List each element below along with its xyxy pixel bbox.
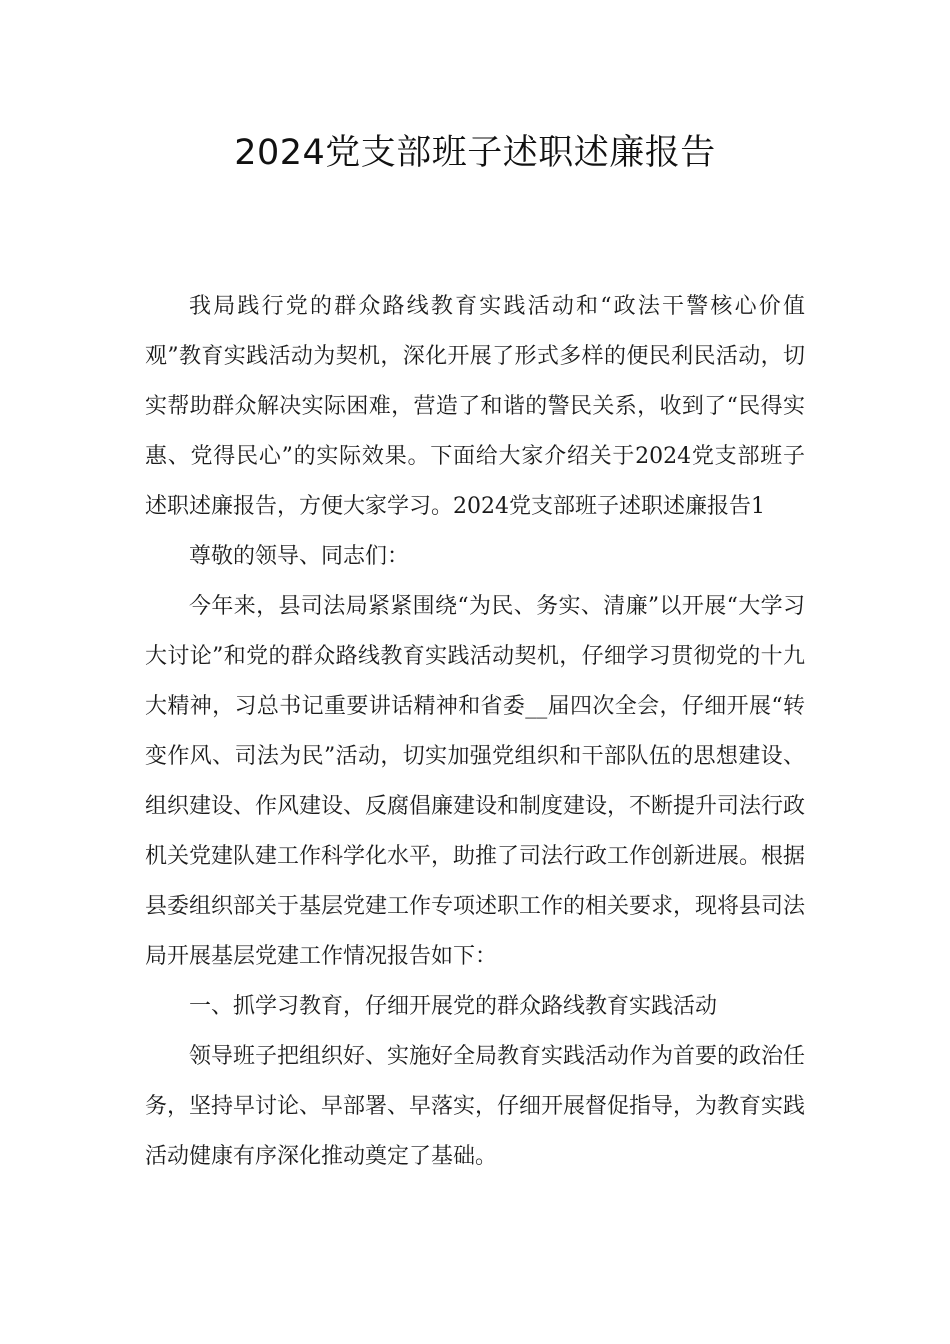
document-body xyxy=(145,282,805,1182)
document-title: 2024党支部班子述职述廉报告 xyxy=(234,133,716,173)
body-paragraph: 领导班子把组织好、实施好全局教育实践活动作为首要的政治任务，坚持早讨论、早部署、早落实，仔细开展督促指导，为教育实践活动健康有序深化推动奠定了基础。 xyxy=(145,1044,806,1169)
salutation: 尊敬的领导、同志们： xyxy=(189,544,410,569)
intro-paragraph: 我局践行党的群众路线教育实践活动和“政法干警核心价值观”教育实践活动为契机，深化开展了形式多样的便民利民活动，切实帮助群众解决实际困难，营造了和谐的警民关系，收到了“民得实惠、党得民心”的实际效果。下面给大家介绍关于2024党支部班子述职述廉报告，方便大家学习。2024党支部班子述职述廉报告1 xyxy=(145,294,805,519)
section-heading: 一、抓学习教育，仔细开展党的群众路线教育实践活动 xyxy=(189,994,718,1019)
body-paragraph: 今年来，县司法局紧紧围绕“为民、务实、清廉”以开展“大学习大讨论”和党的群众路线教育实践活动契机，仔细学习贯彻党的十九大精神，习总书记重要讲话精神和省委__届四次全会，仔细开展“转变作风、司法为民”活动，切实加强党组织和干部队伍的思想建设、组织建设、作风建设、反腐倡廉建设和制度建设，不断提升司法行政机关党建队建工作科学化水平，助推了司法行政工作创新进展。根据县委组织部关于基层党建工作专项述职工作的相关要求，现将县司法局开展基层党建工作情况报告如下： xyxy=(145,594,806,969)
